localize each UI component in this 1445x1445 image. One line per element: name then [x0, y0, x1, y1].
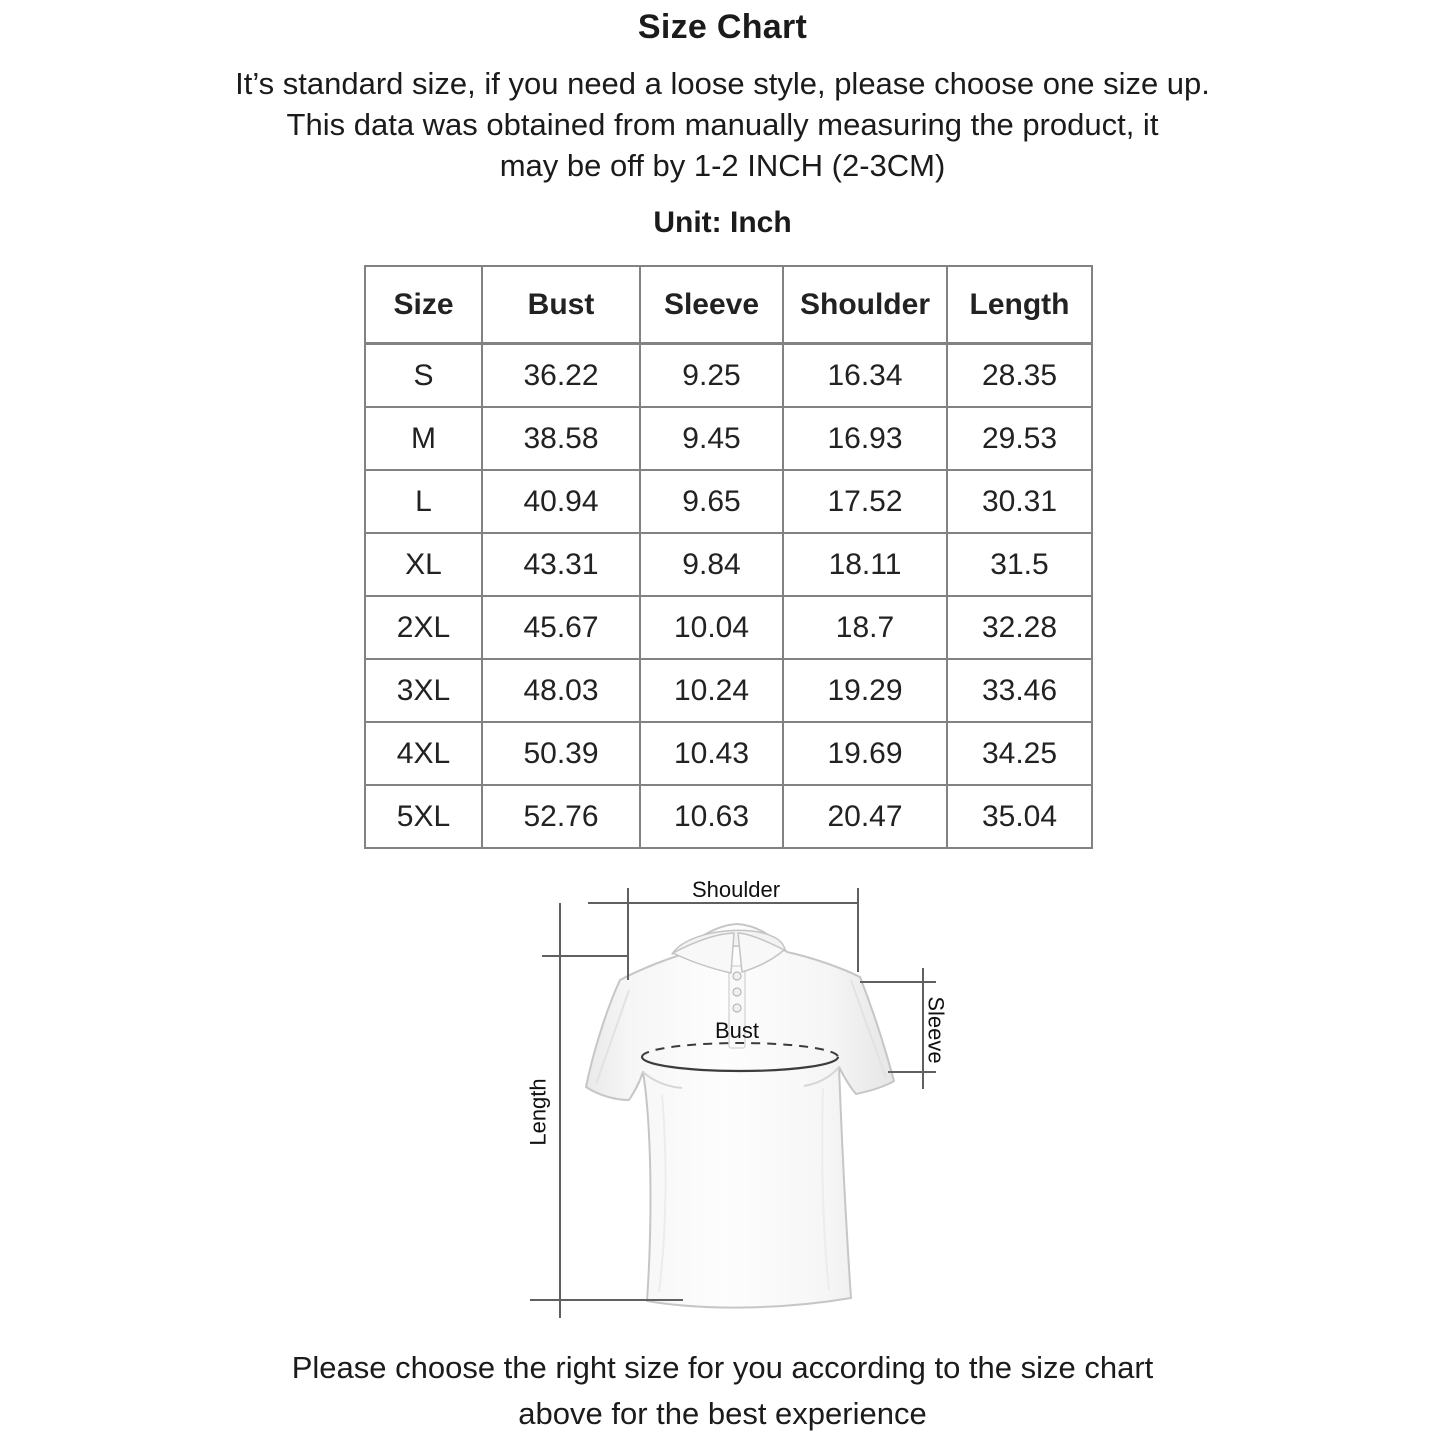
description-line-1: It’s standard size, if you need a loose style, please choose one size up. — [235, 66, 1210, 101]
table-row-4xl — [365, 722, 1092, 785]
value-cell: 19.29 — [783, 659, 947, 722]
table-row-s — [365, 344, 1092, 408]
table-row-2xl — [365, 596, 1092, 659]
shoulder-label: Shoulder — [691, 877, 781, 902]
table-row-5xl — [365, 785, 1092, 848]
description-line-2: This data was obtained from manually measuring the product, it — [286, 107, 1159, 142]
description-line-3: may be off by 1-2 INCH (2-3CM) — [499, 148, 946, 183]
button — [733, 972, 741, 980]
value-cell: 34.25 — [947, 722, 1092, 785]
value-cell: 33.46 — [947, 659, 1092, 722]
bust-label: Bust — [714, 1018, 760, 1043]
value-cell: 35.04 — [947, 785, 1092, 848]
value-cell: 9.65 — [640, 470, 783, 533]
table-row-xl — [365, 533, 1092, 596]
value-cell: 10.43 — [640, 722, 783, 785]
header-row — [365, 266, 1092, 344]
length-label: Length — [525, 1078, 551, 1146]
footer-line-2: above for the best experience — [518, 1396, 927, 1431]
description — [0, 63, 1445, 186]
table-row-l — [365, 470, 1092, 533]
value-cell: 40.94 — [482, 470, 640, 533]
value-cell: 18.7 — [783, 596, 947, 659]
footer-line-1: Please choose the right size for you according to the size chart — [291, 1350, 1154, 1385]
value-cell: 16.93 — [783, 407, 947, 470]
value-cell: 28.35 — [947, 344, 1092, 408]
column-header-size: Size — [365, 266, 482, 344]
unit-label: Unit: Inch — [653, 206, 792, 239]
value-cell: 48.03 — [482, 659, 640, 722]
button — [733, 1004, 741, 1012]
value-cell: 43.31 — [482, 533, 640, 596]
size-cell: 4XL — [365, 722, 482, 785]
size-table — [364, 265, 1093, 849]
column-header-length: Length — [947, 266, 1092, 344]
value-cell: 10.24 — [640, 659, 783, 722]
size-cell: 2XL — [365, 596, 482, 659]
value-cell: 10.63 — [640, 785, 783, 848]
value-cell: 20.47 — [783, 785, 947, 848]
page-title: Size Chart — [637, 8, 808, 46]
polo-shirt-illustration — [586, 924, 894, 1308]
value-cell: 19.69 — [783, 722, 947, 785]
value-cell: 36.22 — [482, 344, 640, 408]
size-cell: S — [365, 344, 482, 408]
value-cell: 9.84 — [640, 533, 783, 596]
shirt-diagram — [480, 860, 980, 1340]
size-cell: XL — [365, 533, 482, 596]
footer-note — [0, 1345, 1445, 1437]
size-cell: 5XL — [365, 785, 482, 848]
value-cell: 9.45 — [640, 407, 783, 470]
column-header-bust: Bust — [482, 266, 640, 344]
value-cell: 45.67 — [482, 596, 640, 659]
size-cell: 3XL — [365, 659, 482, 722]
sleeve-label: Sleeve — [923, 996, 949, 1064]
column-header-sleeve: Sleeve — [640, 266, 783, 344]
table-row-3xl — [365, 659, 1092, 722]
value-cell: 18.11 — [783, 533, 947, 596]
size-cell: L — [365, 470, 482, 533]
value-cell: 29.53 — [947, 407, 1092, 470]
value-cell: 38.58 — [482, 407, 640, 470]
column-header-shoulder: Shoulder — [783, 266, 947, 344]
value-cell: 9.25 — [640, 344, 783, 408]
value-cell: 50.39 — [482, 722, 640, 785]
value-cell: 10.04 — [640, 596, 783, 659]
button — [733, 988, 741, 996]
value-cell: 30.31 — [947, 470, 1092, 533]
value-cell: 16.34 — [783, 344, 947, 408]
value-cell: 31.5 — [947, 533, 1092, 596]
table-row-m — [365, 407, 1092, 470]
value-cell: 17.52 — [783, 470, 947, 533]
value-cell: 32.28 — [947, 596, 1092, 659]
size-cell: M — [365, 407, 482, 470]
value-cell: 52.76 — [482, 785, 640, 848]
